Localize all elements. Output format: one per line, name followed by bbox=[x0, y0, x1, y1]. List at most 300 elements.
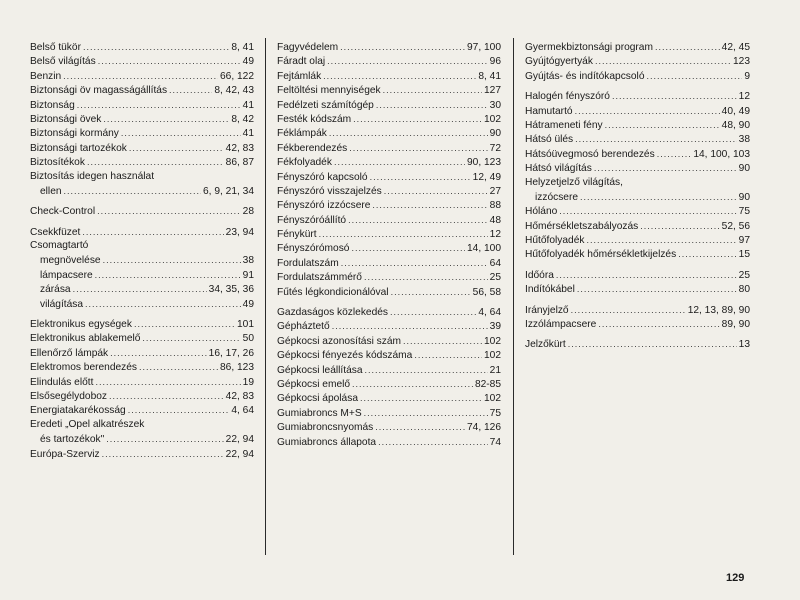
leader-dots bbox=[341, 256, 488, 270]
index-pages: 72 bbox=[489, 142, 501, 154]
index-pages: 52, 56 bbox=[721, 220, 750, 232]
index-entry bbox=[277, 141, 501, 155]
index-term: Ellenőrző lámpák bbox=[30, 347, 109, 359]
leader-dots bbox=[575, 132, 737, 146]
index-pages: 64 bbox=[489, 257, 501, 269]
index-entry bbox=[277, 126, 501, 140]
index-term: Fénykürt bbox=[277, 229, 317, 241]
index-pages: 14, 100, 103 bbox=[693, 148, 750, 160]
index-entry bbox=[277, 285, 501, 299]
index-term: Hátsóüvegmosó berendezés bbox=[525, 148, 655, 160]
index-term: Check-Control bbox=[30, 206, 96, 218]
index-pages: 102 bbox=[484, 113, 501, 125]
index-pages: 25 bbox=[489, 272, 501, 284]
index-term: Helyzetjelző világítás, bbox=[525, 176, 623, 188]
leader-dots bbox=[577, 282, 737, 296]
index-pages: 8, 41 bbox=[478, 70, 501, 82]
index-term: Hóláno bbox=[525, 206, 558, 218]
index-entry bbox=[277, 69, 501, 83]
index-term: ellen bbox=[40, 185, 62, 197]
index-entry bbox=[30, 225, 254, 239]
index-term: Fűtés légkondicionálóval bbox=[277, 286, 389, 298]
index-pages: 88 bbox=[489, 200, 501, 212]
index-entry bbox=[30, 69, 254, 83]
leader-dots bbox=[142, 331, 240, 345]
index-pages: 21 bbox=[489, 364, 501, 376]
index-entry bbox=[525, 233, 750, 247]
index-pages: 12 bbox=[489, 229, 501, 241]
leader-dots bbox=[85, 297, 241, 311]
index-term: Biztosítékok bbox=[30, 157, 85, 169]
index-pages: 13 bbox=[738, 339, 750, 351]
leader-dots bbox=[575, 104, 720, 118]
index-entry bbox=[30, 282, 254, 296]
leader-dots bbox=[102, 447, 224, 461]
leader-dots bbox=[351, 241, 465, 255]
leader-dots bbox=[329, 126, 488, 140]
index-entry bbox=[525, 132, 750, 146]
leader-dots bbox=[77, 98, 241, 112]
leader-dots bbox=[586, 233, 736, 247]
leader-dots bbox=[83, 40, 229, 54]
index-pages: 27 bbox=[489, 185, 501, 197]
index-term: Gazdaságos közlekedés bbox=[277, 307, 388, 319]
leader-dots bbox=[95, 268, 241, 282]
index-term: Elektronikus egységek bbox=[30, 319, 132, 331]
index-pages: 97 bbox=[738, 235, 750, 247]
leader-dots bbox=[97, 204, 241, 218]
index-term: Halogén fényszóró bbox=[525, 91, 610, 103]
leader-dots bbox=[375, 420, 465, 434]
index-term: lámpacsere bbox=[40, 269, 93, 281]
index-term: és tartozékok" bbox=[40, 434, 105, 446]
leader-dots bbox=[353, 112, 482, 126]
index-pages: 41 bbox=[242, 99, 254, 111]
index-entry bbox=[277, 112, 501, 126]
leader-dots bbox=[391, 285, 471, 299]
index-entry bbox=[277, 391, 501, 405]
index-pages: 101 bbox=[237, 319, 254, 331]
index-entry bbox=[277, 98, 501, 112]
index-pages: 90 bbox=[738, 191, 750, 203]
index-entry bbox=[525, 268, 750, 282]
index-term: Hűtőfolyadék hőmérsékletkijelzés bbox=[525, 249, 677, 261]
index-entry bbox=[30, 141, 254, 155]
index-pages: 90 bbox=[489, 128, 501, 140]
index-term: Jelzőkürt bbox=[525, 339, 566, 351]
index-pages: 97, 100 bbox=[467, 42, 501, 53]
index-pages: 16, 17, 26 bbox=[208, 347, 254, 359]
leader-dots bbox=[64, 184, 201, 198]
index-pages: 75 bbox=[738, 206, 750, 218]
index-pages: 41 bbox=[242, 128, 254, 140]
leader-dots bbox=[403, 334, 482, 348]
index-term: Gyújtógyertyák bbox=[525, 56, 593, 68]
index-pages: 12 bbox=[738, 91, 750, 103]
index-term: Fékfolyadék bbox=[277, 157, 332, 169]
leader-dots bbox=[73, 282, 207, 296]
leader-dots bbox=[612, 89, 737, 103]
index-term: Fejtámlák bbox=[277, 70, 322, 82]
leader-dots bbox=[87, 155, 224, 169]
leader-dots bbox=[414, 348, 482, 362]
index-entry bbox=[30, 360, 254, 374]
index-pages: 8, 42, 43 bbox=[214, 85, 254, 97]
index-pages: 86, 87 bbox=[225, 157, 254, 169]
leader-dots bbox=[372, 198, 487, 212]
index-pages: 49 bbox=[242, 298, 254, 310]
index-entry bbox=[525, 176, 750, 190]
leader-dots bbox=[378, 435, 488, 449]
index-entry bbox=[277, 83, 501, 97]
index-entry bbox=[525, 303, 750, 317]
index-pages: 66, 122 bbox=[220, 70, 254, 82]
index-term: Fáradt olaj bbox=[277, 56, 326, 68]
index-term: Indítókábel bbox=[525, 284, 575, 296]
index-term: Elektromos berendezés bbox=[30, 362, 138, 374]
index-entry bbox=[30, 297, 254, 311]
index-pages: 22, 94 bbox=[225, 434, 254, 446]
index-pages: 23, 94 bbox=[225, 226, 254, 238]
leader-dots bbox=[594, 161, 737, 175]
leader-dots bbox=[349, 141, 487, 155]
leader-dots bbox=[134, 317, 235, 331]
index-term: Gépkocsi fényezés kódszáma bbox=[277, 350, 413, 362]
index-pages: 12, 49 bbox=[472, 171, 501, 183]
index-term: Benzin bbox=[30, 70, 62, 82]
index-pages: 91 bbox=[242, 269, 254, 281]
leader-dots bbox=[352, 377, 473, 391]
index-entry bbox=[277, 170, 501, 184]
index-term: Fényszóróállító bbox=[277, 214, 347, 226]
index-term: Csekkfüzet bbox=[30, 226, 81, 238]
index-pages: 40, 49 bbox=[721, 105, 750, 117]
index-term: Feltöltési mennyiségek bbox=[277, 85, 381, 97]
index-entry bbox=[30, 432, 254, 446]
index-pages: 39 bbox=[489, 321, 501, 333]
index-entry bbox=[277, 184, 501, 198]
leader-dots bbox=[360, 391, 482, 405]
leader-dots bbox=[98, 54, 241, 68]
index-term: Biztonsági övek bbox=[30, 113, 102, 125]
index-pages: 42, 45 bbox=[721, 42, 750, 53]
index-pages: 42, 83 bbox=[225, 390, 254, 402]
index-term: Elindulás előtt bbox=[30, 376, 94, 388]
leader-dots bbox=[109, 389, 224, 403]
index-pages: 102 bbox=[484, 393, 501, 405]
index-entry bbox=[277, 227, 501, 241]
index-pages: 127 bbox=[484, 85, 501, 97]
leader-dots bbox=[63, 69, 218, 83]
index-term: Gépkocsi azonosítási szám bbox=[277, 335, 402, 347]
leader-dots bbox=[376, 98, 488, 112]
index-pages: 48, 90 bbox=[721, 119, 750, 131]
index-entry bbox=[30, 155, 254, 169]
index-term: Izzólámpacsere bbox=[525, 319, 597, 331]
leader-dots bbox=[121, 126, 241, 140]
index-entry bbox=[277, 334, 501, 348]
index-column-3 bbox=[525, 38, 750, 560]
index-pages: 30 bbox=[489, 99, 501, 111]
index-pages: 8, 42 bbox=[231, 113, 254, 125]
leader-dots bbox=[327, 54, 488, 68]
index-entry bbox=[525, 190, 750, 204]
index-entry bbox=[277, 348, 501, 362]
index-term: Biztonsági tartozékok bbox=[30, 142, 127, 154]
index-pages: 25 bbox=[738, 269, 750, 281]
index-pages: 4, 64 bbox=[231, 405, 254, 417]
index-pages: 56, 58 bbox=[472, 286, 501, 298]
leader-dots bbox=[384, 184, 488, 198]
index-entry bbox=[30, 40, 254, 54]
index-entry bbox=[30, 253, 254, 267]
leader-dots bbox=[598, 317, 719, 331]
index-pages: 96 bbox=[489, 56, 501, 68]
index-term: Fedélzeti számítógép bbox=[277, 99, 374, 111]
index-term: Biztonsági öv magasságállítás bbox=[30, 85, 168, 97]
leader-dots bbox=[640, 219, 719, 233]
leader-dots bbox=[340, 40, 465, 54]
index-term: Hűtőfolyadék bbox=[525, 235, 585, 247]
index-term: Biztosítás idegen használat bbox=[30, 170, 155, 182]
index-entry bbox=[30, 239, 254, 253]
index-pages: 75 bbox=[489, 407, 501, 419]
leader-dots bbox=[370, 170, 471, 184]
index-entry bbox=[525, 317, 750, 331]
index-term: Hátsó világítás bbox=[525, 163, 592, 175]
index-entry bbox=[277, 54, 501, 68]
leader-dots bbox=[169, 83, 212, 97]
index-entry bbox=[30, 98, 254, 112]
index-term: Hőmérsékletszabályozás bbox=[525, 220, 639, 232]
index-term: Elektronikus ablakemelő bbox=[30, 333, 141, 345]
index-term: Irányjelző bbox=[525, 304, 569, 316]
index-term: Fordulatszám bbox=[277, 257, 339, 269]
index-pages: 38 bbox=[738, 134, 750, 146]
index-entry bbox=[30, 375, 254, 389]
leader-dots bbox=[323, 69, 476, 83]
index-pages: 49 bbox=[242, 56, 254, 68]
leader-dots bbox=[383, 83, 482, 97]
index-entry bbox=[30, 126, 254, 140]
leader-dots bbox=[595, 54, 731, 68]
index-entry bbox=[525, 118, 750, 132]
index-term: Időóra bbox=[525, 269, 554, 281]
index-entry bbox=[30, 447, 254, 461]
leader-dots bbox=[106, 432, 223, 446]
index-term: Gumiabroncs M+S bbox=[277, 407, 362, 419]
index-pages: 102 bbox=[484, 350, 501, 362]
leader-dots bbox=[365, 363, 488, 377]
index-entry bbox=[277, 40, 501, 54]
index-pages: 48 bbox=[489, 214, 501, 226]
leader-dots bbox=[364, 406, 488, 420]
index-pages: 6, 9, 21, 34 bbox=[203, 185, 254, 197]
leader-dots bbox=[364, 270, 488, 284]
index-entry bbox=[277, 406, 501, 420]
index-entry bbox=[525, 247, 750, 261]
index-entry bbox=[277, 363, 501, 377]
index-term: Eredeti „Opel alkatrészek bbox=[30, 418, 145, 430]
index-term: Fagyvédelem bbox=[277, 42, 339, 53]
index-entry bbox=[277, 213, 501, 227]
index-term: Gépkocsi ápolása bbox=[277, 393, 358, 405]
leader-dots bbox=[319, 227, 488, 241]
index-entry bbox=[30, 184, 254, 198]
index-term: Festék kódszám bbox=[277, 113, 352, 125]
index-term: Fényszóró visszajelzés bbox=[277, 185, 382, 197]
index-pages: 9 bbox=[744, 70, 750, 82]
index-entry bbox=[525, 161, 750, 175]
leader-dots bbox=[103, 112, 229, 126]
column-divider bbox=[513, 38, 514, 555]
leader-dots bbox=[580, 190, 737, 204]
index-pages: 89, 90 bbox=[721, 319, 750, 331]
leader-dots bbox=[82, 225, 223, 239]
leader-dots bbox=[129, 141, 224, 155]
index-column-1 bbox=[30, 38, 254, 560]
index-term: Energiatakarékosság bbox=[30, 405, 126, 417]
index-term: Biztonság bbox=[30, 99, 75, 111]
leader-dots bbox=[332, 319, 488, 333]
index-entry bbox=[30, 268, 254, 282]
index-entry bbox=[525, 147, 750, 161]
index-term: Fényszóró kapcsoló bbox=[277, 171, 368, 183]
index-term: Belső tükör bbox=[30, 42, 81, 53]
index-entry bbox=[277, 377, 501, 391]
index-entry bbox=[30, 403, 254, 417]
index-entry bbox=[525, 337, 750, 351]
index-term: Hamutartó bbox=[525, 105, 573, 117]
index-term: zárása bbox=[40, 284, 71, 296]
index-pages: 38 bbox=[242, 255, 254, 267]
index-term: Európa-Szerviz bbox=[30, 448, 100, 460]
index-entry bbox=[277, 270, 501, 284]
index-pages: 90, 123 bbox=[467, 157, 501, 169]
leader-dots bbox=[110, 346, 207, 360]
index-pages: 8, 41 bbox=[231, 42, 254, 53]
index-term: Gyermekbiztonsági program bbox=[525, 42, 653, 53]
index-pages: 14, 100 bbox=[467, 243, 501, 255]
index-entry bbox=[525, 219, 750, 233]
index-term: izzócsere bbox=[535, 191, 579, 203]
index-entry bbox=[525, 54, 750, 68]
index-entry bbox=[30, 317, 254, 331]
index-term: Fényszóró izzócsere bbox=[277, 200, 371, 212]
index-pages: 4, 64 bbox=[478, 307, 501, 319]
column-divider bbox=[265, 38, 266, 555]
index-pages: 86, 123 bbox=[220, 362, 254, 374]
leader-dots bbox=[348, 213, 488, 227]
index-term: Féklámpák bbox=[277, 128, 327, 140]
index-pages: 42, 83 bbox=[225, 142, 254, 154]
index-entry bbox=[30, 170, 254, 184]
index-entry bbox=[525, 69, 750, 83]
index-term: Gumiabroncs állapota bbox=[277, 436, 377, 448]
index-entry bbox=[277, 420, 501, 434]
index-term: Hátrameneti fény bbox=[525, 119, 603, 131]
index-entry bbox=[30, 331, 254, 345]
index-entry bbox=[30, 346, 254, 360]
leader-dots bbox=[103, 253, 241, 267]
index-pages: 34, 35, 36 bbox=[208, 284, 254, 296]
page-number: 129 bbox=[726, 572, 745, 584]
index-entry bbox=[30, 204, 254, 218]
index-pages: 15 bbox=[738, 249, 750, 261]
index-entry bbox=[277, 256, 501, 270]
index-pages: 50 bbox=[242, 333, 254, 345]
index-pages: 82-85 bbox=[474, 378, 501, 390]
index-pages: 123 bbox=[733, 56, 750, 68]
index-pages: 80 bbox=[738, 284, 750, 296]
leader-dots bbox=[128, 403, 230, 417]
index-term: világítása bbox=[40, 298, 84, 310]
index-entry bbox=[30, 83, 254, 97]
leader-dots bbox=[571, 303, 686, 317]
index-entry bbox=[277, 155, 501, 169]
index-entry bbox=[525, 40, 750, 54]
index-pages: 22, 94 bbox=[225, 448, 254, 460]
index-entry bbox=[30, 54, 254, 68]
index-term: Fényszórómosó bbox=[277, 243, 350, 255]
leader-dots bbox=[334, 155, 465, 169]
leader-dots bbox=[646, 69, 742, 83]
index-term: Fékberendezés bbox=[277, 142, 348, 154]
index-entry bbox=[525, 282, 750, 296]
leader-dots bbox=[568, 337, 737, 351]
leader-dots bbox=[95, 375, 240, 389]
index-entry bbox=[525, 89, 750, 103]
index-term: megnövelése bbox=[40, 255, 101, 267]
index-entry bbox=[277, 435, 501, 449]
index-term: Gépkocsi emelő bbox=[277, 378, 351, 390]
index-entry bbox=[277, 319, 501, 333]
leader-dots bbox=[139, 360, 218, 374]
index-column-2 bbox=[277, 38, 501, 560]
leader-dots bbox=[678, 247, 736, 261]
index-entry bbox=[525, 104, 750, 118]
index-pages: 28 bbox=[242, 206, 254, 218]
index-term: Hátsó ülés bbox=[525, 134, 574, 146]
index-term: Biztonsági kormány bbox=[30, 128, 119, 140]
leader-dots bbox=[657, 147, 692, 161]
index-entry bbox=[277, 305, 501, 319]
index-entry bbox=[525, 204, 750, 218]
index-term: Gyújtás- és indítókapcsoló bbox=[525, 70, 645, 82]
index-term: Belső világítás bbox=[30, 56, 96, 68]
index-entry bbox=[30, 418, 254, 432]
index-term: Csomagtartó bbox=[30, 240, 89, 252]
leader-dots bbox=[605, 118, 720, 132]
index-term: Gépkocsi leállítása bbox=[277, 364, 363, 376]
leader-dots bbox=[556, 268, 737, 282]
index-entry bbox=[277, 241, 501, 255]
index-entry bbox=[277, 198, 501, 212]
index-term: Fordulatszámmérő bbox=[277, 272, 362, 284]
index-term: Gumiabroncsnyomás bbox=[277, 422, 374, 434]
index-term: Gépháztető bbox=[277, 321, 330, 333]
leader-dots bbox=[655, 40, 720, 54]
index-entry bbox=[30, 112, 254, 126]
index-term: Elsősegélydoboz bbox=[30, 390, 108, 402]
index-pages: 74 bbox=[489, 436, 501, 448]
leader-dots bbox=[390, 305, 476, 319]
leader-dots bbox=[559, 204, 736, 218]
index-pages: 19 bbox=[242, 376, 254, 388]
index-pages: 12, 13, 89, 90 bbox=[687, 304, 750, 316]
index-pages: 74, 126 bbox=[467, 422, 501, 434]
index-pages: 102 bbox=[484, 335, 501, 347]
